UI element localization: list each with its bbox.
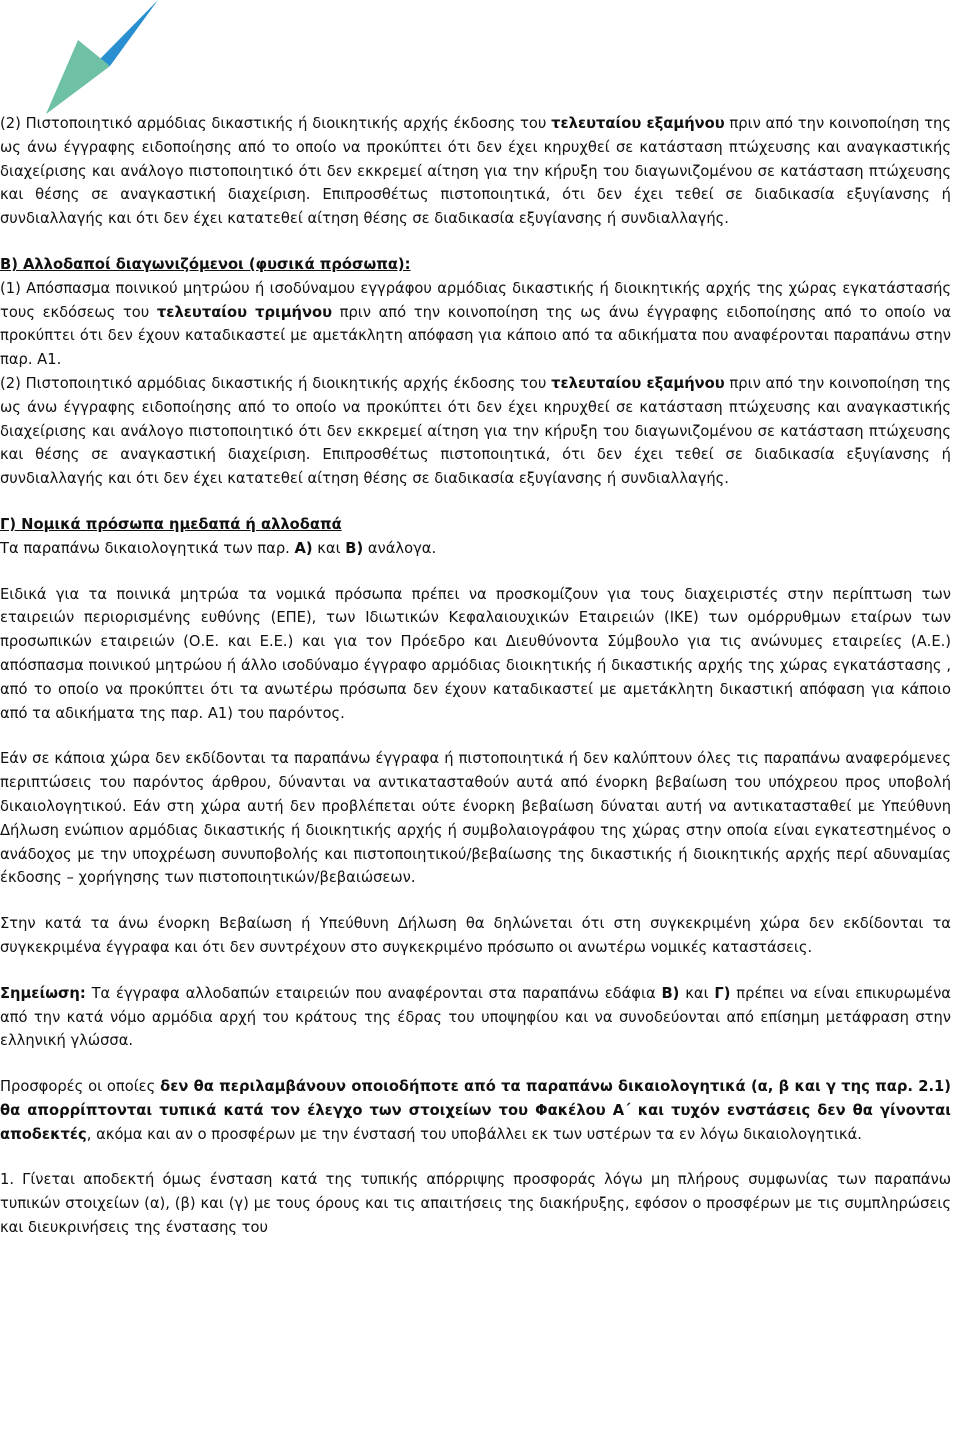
bold-run: Β) — [661, 984, 680, 1002]
text-run: ανάλογα. — [363, 539, 437, 557]
text-run: (1) Απόσπασμα ποινικού μητρώου ή ισοδύναμου εγγράφου αρμόδιας δικαστικής ή διοικητικής αρχής της χώρας εγκατάστασής τους εκδόσεως του — [0, 279, 951, 321]
text-run: (2) Πιστοποιητικό αρμόδιας δικαστικής ή διοικητικής αρχής έκδοσης του — [0, 115, 552, 132]
paragraph-sworn-statement: Εάν σε κάποια χώρα δεν εκδίδονται τα παραπάνω έγγραφα ή πιστοποιητικά ή δεν καλύπτουν όλες τις παραπάνω αναφερόμενες περιπτώσεις του παρόντος άρθρου, δύνανται να αντικατασταθούν αυτά από ένορκη βεβαίωση του υπόχρεου προς υποβολή δικαιολογητικού. Εάν στη χώρα αυτή δεν προβλέπεται ούτε ένορκη βεβαίωση δύναται αυτή να αντικατασταθεί με Υπεύθυνη Δήλωση ενώπιον αρμόδιας δικαστικής ή διοικητικής αρχής ή συμβολαιογράφου της χώρας στην οποία είναι εγκατεστημένος ο ανάδοχος με την υποχρέωση συνυποβολής και πιστοποιητικού/βεβαίωσης της δικαστικής ή διοικητικής αρχής περί αδυναμίας έκδοσης – χορήγησης των πιστοποιητικών/βεβαιώσεων. — [0, 750, 951, 887]
document-body — [0, 112, 951, 1240]
section-b-heading — [0, 253, 951, 277]
text-run: πριν από την κοινοποίηση της ως άνω έγγραφης ειδοποίησης από το οποίο να προκύπτει ότι δεν έχει κηρυχθεί σε κατάσταση πτώχευσης και αναγκαστικής διαχείρισης και ανάλογο πιστοποιητικό ότι δεν εκκρεμεί αίτηση για την κήρυξη του διαγωνιζομένου σε κατάσταση πτώχευσης και θέσης σε αναγκαστική διαχείριση. Επιπροσθέτως πιστοποιητικά, ότι δεν έχει τεθεί σε διαδικασία εξυγίανσης ή συνδιαλλαγής και ότι δεν έχει κατατεθεί αίτηση θέσης σε διαδικασία εξυγίανσης ή συνδιαλλαγής. — [0, 115, 951, 228]
paragraph-rejection — [0, 1075, 951, 1146]
heading-text: Γ) Νομικά πρόσωπα ημεδαπά ή αλλοδαπά — [0, 515, 342, 533]
note-label: Σημείωση: — [0, 984, 86, 1002]
text-run: Τα έγγραφα αλλοδαπών εταιρειών που αναφέρονται στα παραπάνω εδάφια — [85, 984, 662, 1002]
logo-mark — [30, 0, 170, 120]
paragraph-declaration: Στην κατά τα άνω ένορκη Βεβαίωση ή Υπεύθυνη Δήλωση θα δηλώνεται ότι στη συγκεκριμένη χώρα δεν εκδίδονται τα συγκεκριμένα έγγραφα και ότι δεν συντρέχουν στο συγκεκριμένο πρόσωπο οι ανωτέρω νομικές καταστάσεις. — [0, 915, 951, 956]
text-run: , ακόμα και αν ο προσφέρων με την ένστασή του υποβάλλει εκ των υστέρων τα εν λόγω δικαιολογητικά. — [86, 1125, 862, 1143]
text-run: πρέπει να είναι επικυρωμένα από την κατά νόμο αρμόδια αρχή του κράτους της έδρας του υποψηφίου και να συνοδεύονται από επίσημη μετάφραση στην ελληνική γλώσσα. — [0, 984, 951, 1050]
logo-bottom-stroke — [46, 40, 110, 114]
text-run: Τα παραπάνω δικαιολογητικά των παρ. — [0, 539, 295, 557]
paragraph-a2-certificate — [0, 112, 951, 231]
paragraph-note — [0, 982, 951, 1053]
text-run: πριν από την κοινοποίηση της ως άνω έγγραφης ειδοποίησης από το οποίο να προκύπτει ότι δεν έχουν καταδικαστεί με αμετάκλητη απόφαση για κάποιο από τα αδικήματα που αναφέρονται παραπάνω στην παρ. Α1. — [0, 303, 951, 369]
text-run: Προσφορές οι οποίες — [0, 1078, 161, 1096]
paragraph-b1-criminal-record — [0, 277, 951, 372]
bold-run: τελευταίου εξαμήνου — [551, 374, 725, 392]
bold-run: Β) — [345, 539, 364, 557]
bold-run: Γ) — [714, 984, 731, 1002]
text-run: (2) Πιστοποιητικό αρμόδιας δικαστικής ή διοικητικής αρχής έκδοσης του — [0, 374, 552, 392]
bold-run: δεν θα περιλαμβάνουν οποιοδήποτε από τα παραπάνω δικαιολογητικά (α, β και γ της παρ. 2.1) θα απορρίπτονται τυπικά κατά τον έλεγχο των στοιχείων του Φακέλου Α΄ και τυχόν ενστάσεις δεν θα γίνονται αποδεκτές — [0, 1078, 951, 1143]
text-run: πριν από την κοινοποίηση της ως άνω έγγραφης ειδοποίησης από το οποίο να προκύπτει ότι δεν έχει κηρυχθεί σε κατάσταση πτώχευσης και αναγκαστικής διαχείρισης και ανάλογο πιστοποιητικό ότι δεν εκκρεμεί αίτηση για την κήρυξη του διαγωνιζομένου σε κατάσταση πτώχευσης και θέσης σε αναγκαστική διαχείριση. Επιπροσθέτως πιστοποιητικά, ότι δεν έχει τεθεί σε διαδικασία εξυγίανσης ή συνδιαλλαγής και ότι δεν έχει κατατεθεί αίτηση θέσης σε διαδικασία εξυγίανσης ή συνδιαλλαγής. — [0, 374, 951, 488]
section-c-heading — [0, 513, 951, 537]
section-c-text — [0, 537, 951, 561]
bold-run: τελευταίου τριμήνου — [156, 303, 333, 321]
heading-text: Β) Αλλοδαποί διαγωνιζόμενοι (φυσικά πρόσωπα): — [0, 255, 411, 273]
bold-run: τελευταίου εξαμήνου — [551, 115, 725, 132]
text-run: και — [312, 539, 346, 557]
text-run: και — [679, 984, 715, 1002]
paragraph-legal-entities: Ειδικά για τα ποινικά μητρώα τα νομικά πρόσωπα πρέπει να προσκομίζουν για τους διαχειριστές στην περίπτωση των εταιρειών περιορισμένης ευθύνης (ΕΠΕ), των Ιδιωτικών Κεφαλαιουχικών Εταιρειών (ΙΚΕ) των ομόρρυθμων εταίρων των προσωπικών εταιρειών (Ο.Ε. και Ε.Ε.) και για τον Πρόεδρο και Διευθύνοντα Σύμβουλο για τις ανώνυμες εταιρείες (Α.Ε.) απόσπασμα ποινικού μητρώου ή άλλο ισοδύναμο έγγραφο αρμόδιας διοικητικής ή δικαστικής αρχής της χώρας εγκατάστασης , από το οποίο να προκύπτει ότι τα ανωτέρω πρόσωπα δεν έχουν καταδικαστεί με αμετάκλητη δικαστική απόφαση για κάποιο από τα αδικήματα της παρ. Α1) του παρόντος. — [0, 585, 951, 722]
paragraph-b2-certificate — [0, 372, 951, 491]
paragraph-objection: 1. Γίνεται αποδεκτή όμως ένσταση κατά της τυπικής απόρριψης προσφοράς λόγω μη πλήρους συμφωνίας των παραπάνω τυπικών στοιχείων (α), (β) και (γ) με τους όρους και τις απαιτήσεις της διακήρυξης, εφόσον ο προσφέρων με τις συμπληρώσεις και διευκρινήσεις της ένστασης του — [0, 1171, 951, 1237]
bold-run: Α) — [294, 539, 313, 557]
